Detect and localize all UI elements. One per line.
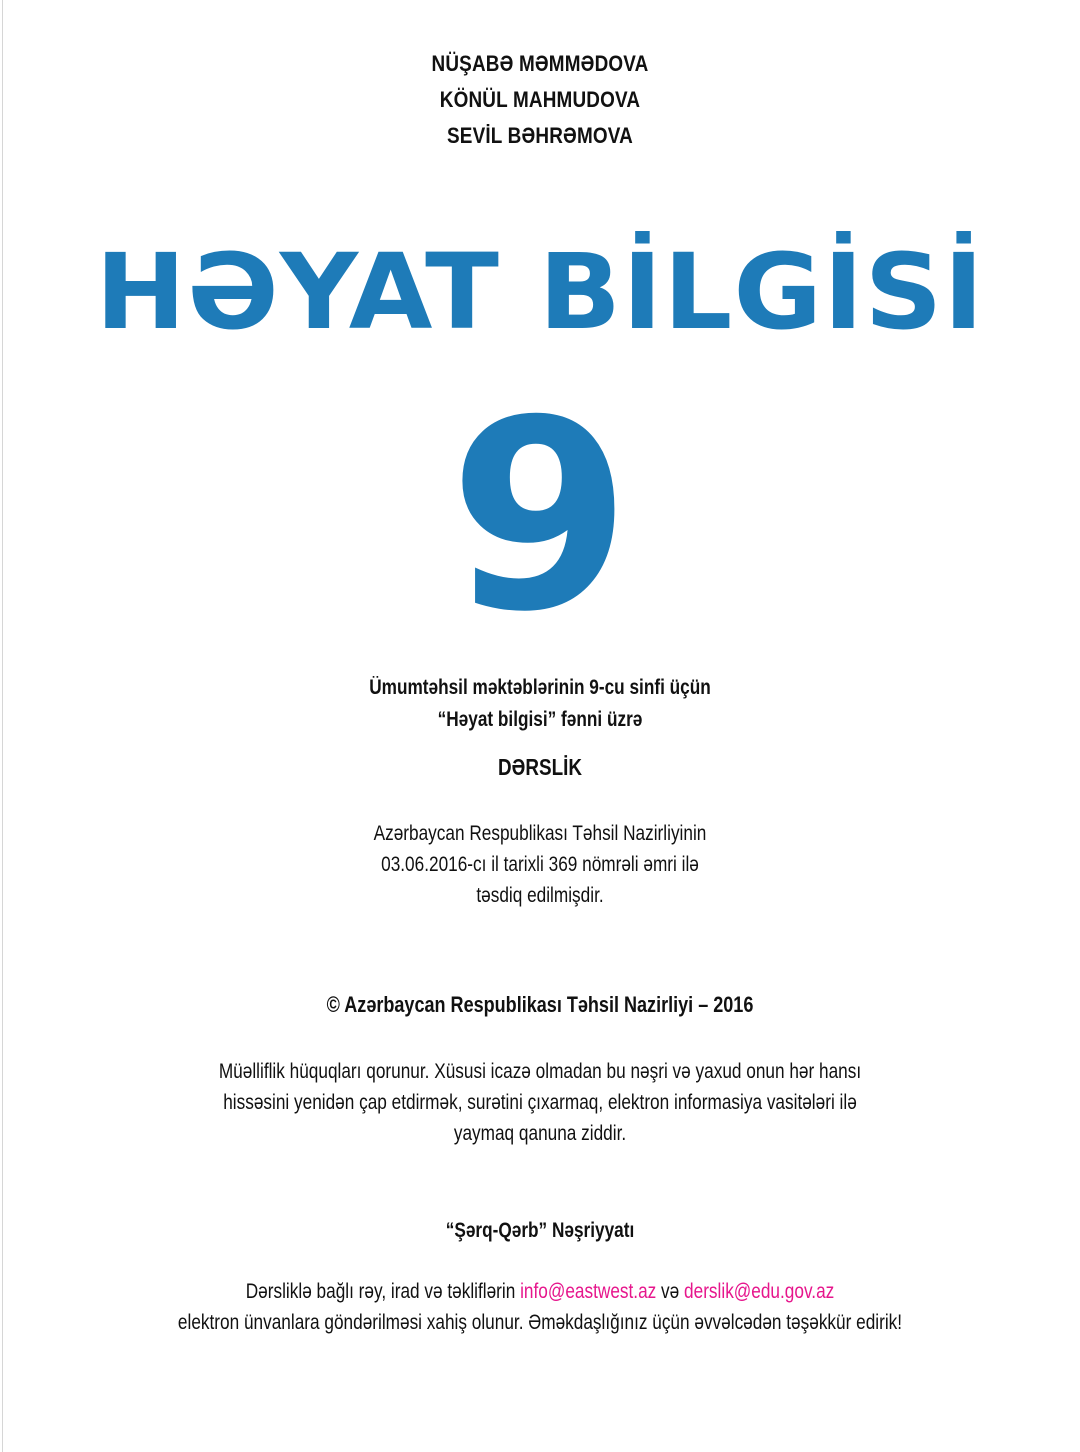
subject-description	[0, 672, 1080, 736]
grade-number: 9	[448, 364, 632, 669]
contact-text-middle: və	[656, 1280, 685, 1303]
approval-line: Azərbaycan Respublikası Təhsil Nazirliyinin	[373, 822, 707, 845]
email-link-info[interactable]: info@eastwest.az	[520, 1280, 657, 1303]
book-type: DƏRSLİK	[498, 754, 582, 780]
rights-line: yaymaq qanuna ziddir.	[453, 1122, 627, 1145]
author-name: KÖNÜL MAHMUDOVA	[439, 87, 641, 112]
contact-text-before: Dərsliklə bağlı rəy, irad və təkliflərin	[245, 1280, 521, 1303]
author-name: NÜŞABƏ MƏMMƏDOVA	[431, 51, 649, 76]
contact-line	[97, 1276, 983, 1307]
approval-note	[0, 818, 1080, 911]
subtitle-line: “Həyat bilgisi” fənni üzrə	[437, 708, 643, 731]
subtitle-line: Ümumtəhsil məktəblərinin 9-cu sinfi üçün	[369, 676, 711, 699]
authors	[0, 46, 1080, 154]
approval-line: 03.06.2016-cı il tarixli 369 nömrəli əmri ilə	[381, 853, 699, 876]
author-name: SEVİL BƏHRƏMOVA	[446, 123, 633, 148]
book-title: HƏYAT BİLGİSİ	[95, 231, 985, 353]
rights-line: hissəsini yenidən çap etdirmək, surətini çıxarmaq, elektron informasiya vasitələri ilə	[223, 1091, 857, 1114]
copyright-notice: © Azərbaycan Respublikası Təhsil Nazirliyi – 2016	[326, 992, 754, 1017]
rights-line: Müəlliflik hüquqları qorunur. Xüsusi icazə olmadan bu nəşri və yaxud onun hər hansı	[218, 1060, 862, 1083]
approval-line: təsdiq edilmişdir.	[476, 884, 604, 907]
email-link-derslik[interactable]: derslik@edu.gov.az	[684, 1280, 835, 1303]
contact-line: elektron ünvanlara göndərilməsi xahiş olunur. Əməkdaşlığınız üçün əvvəlcədən təşəkkür edirik!	[177, 1311, 903, 1334]
rights-notice	[0, 1056, 1080, 1149]
publisher-name: “Şərq-Qərb” Nəşriyyatı	[445, 1219, 635, 1242]
contact-info	[0, 1276, 1080, 1338]
